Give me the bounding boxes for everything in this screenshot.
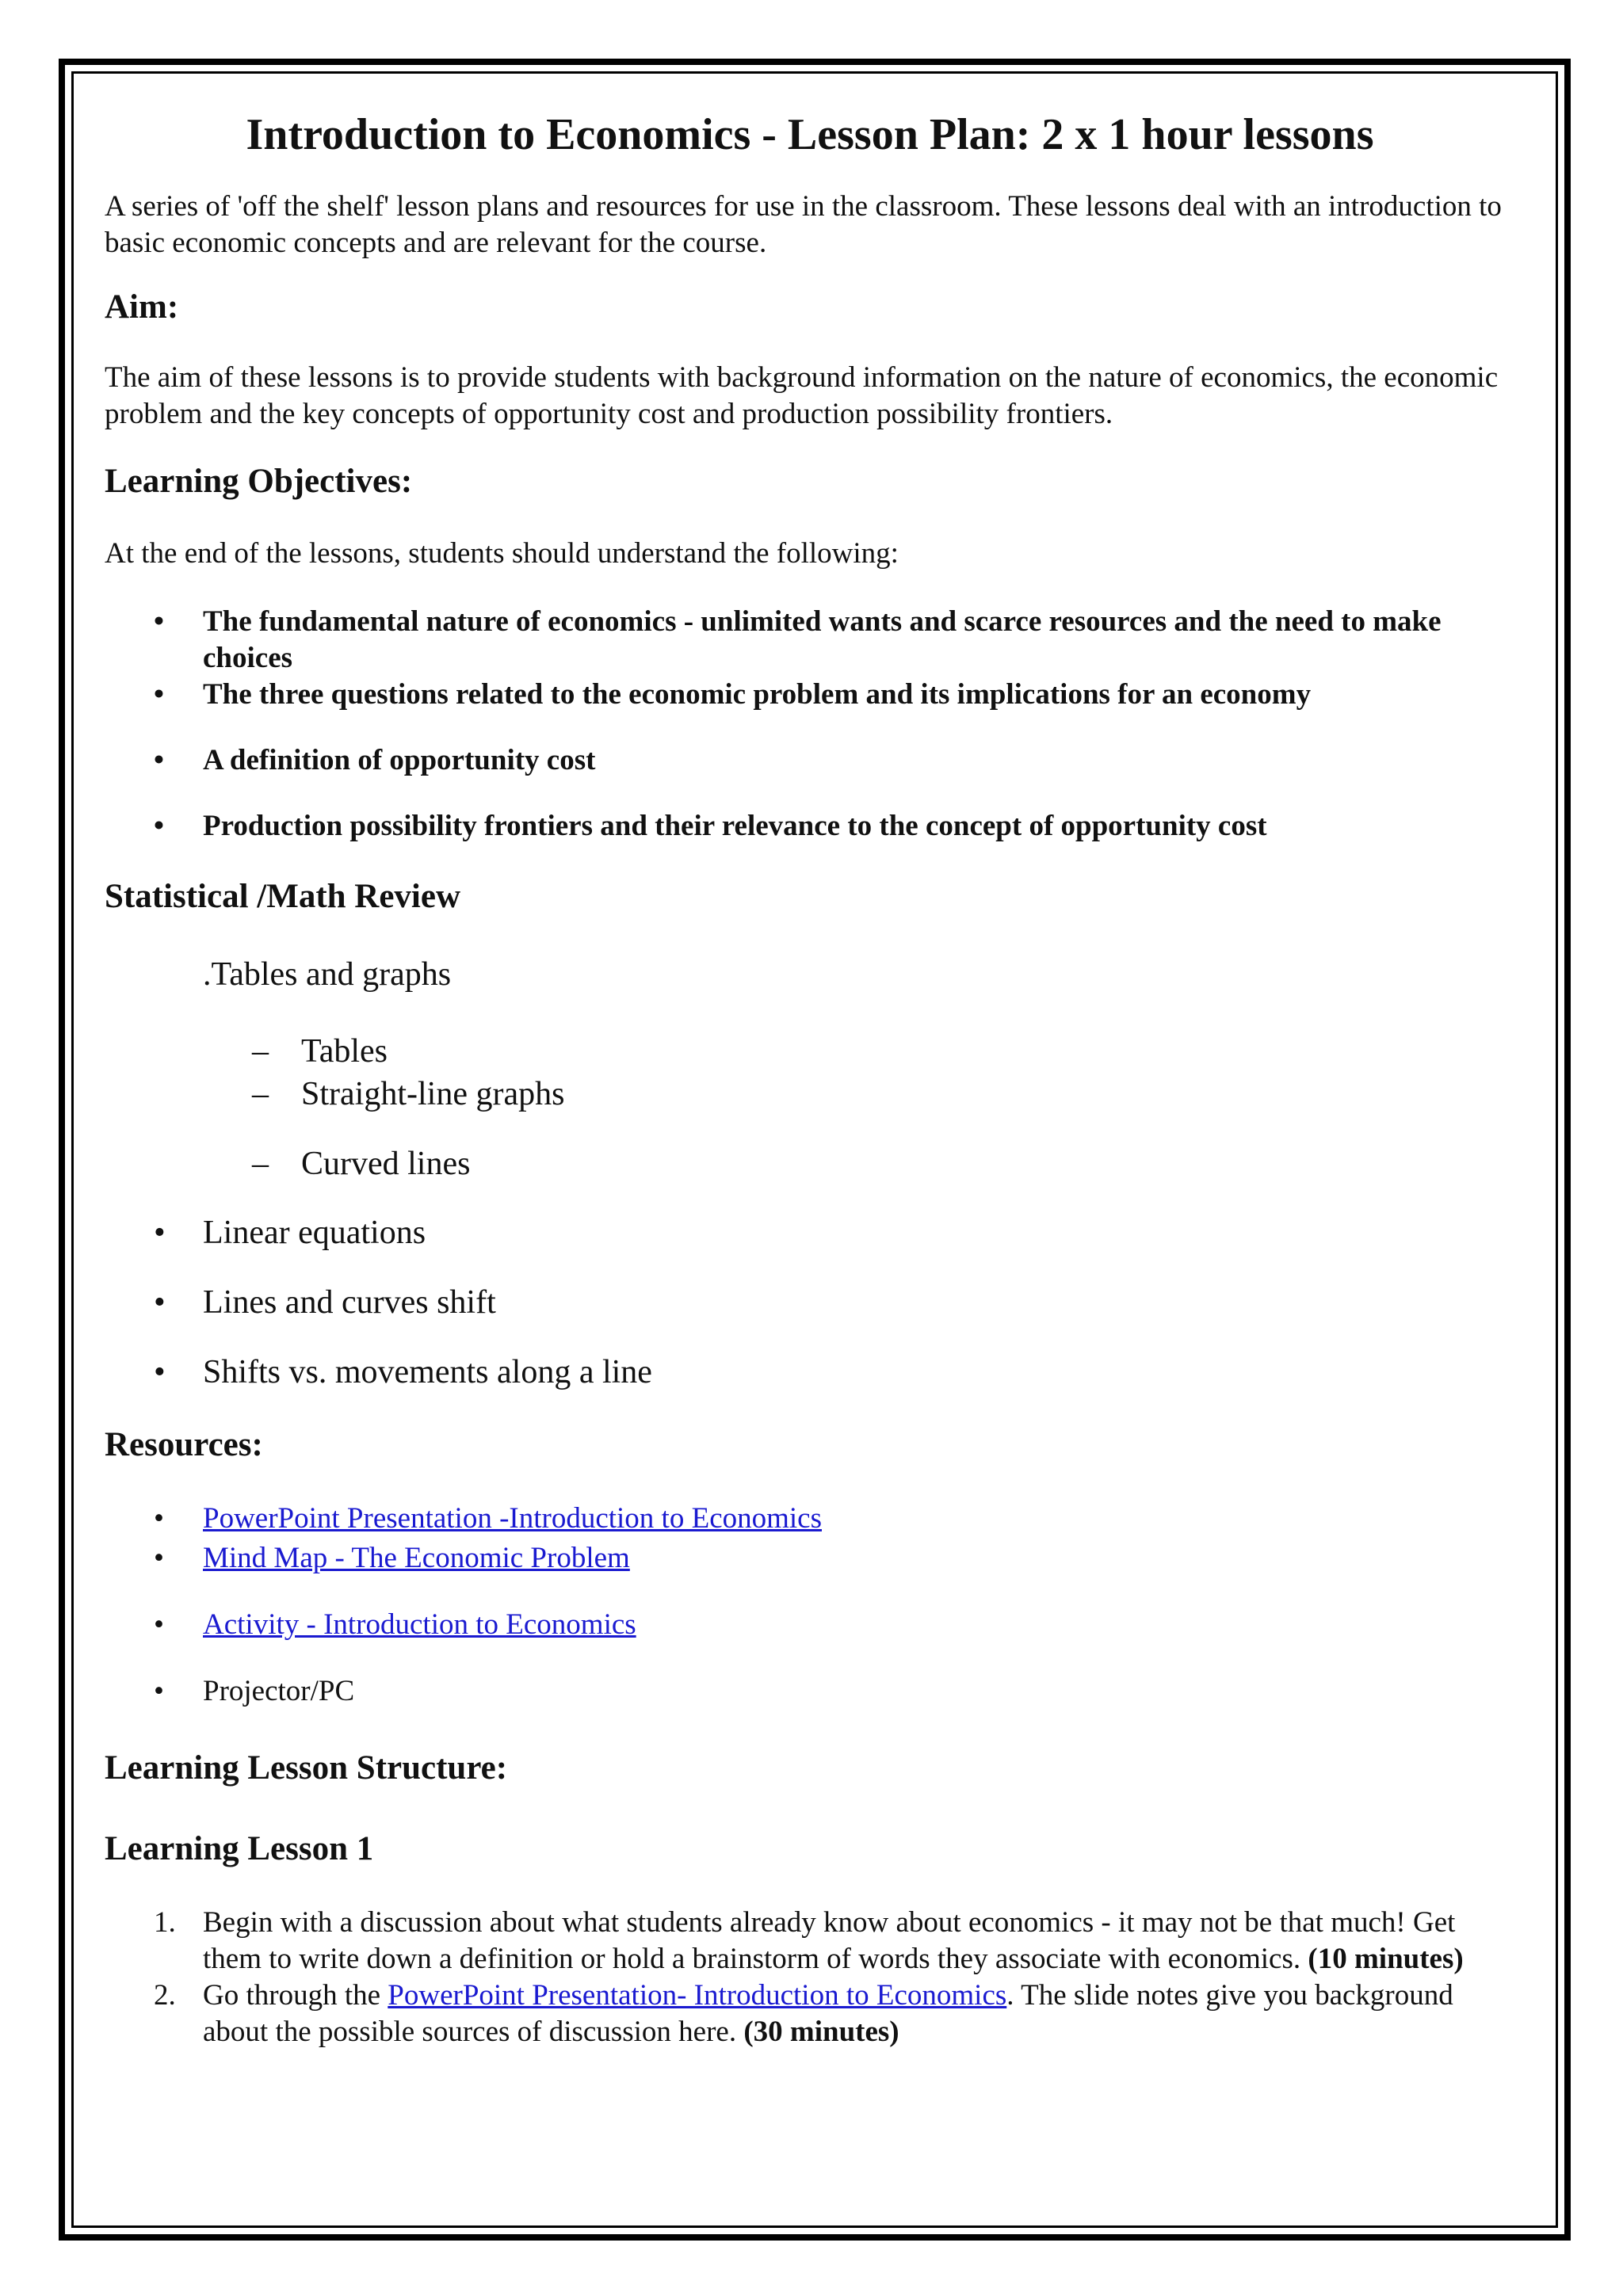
document-content [105,103,1515,2050]
bullet-icon: • [154,744,164,776]
aim-text: The aim of these lessons is to provide students with background information on the nature of economics, the economic problem and the key concepts of opportunity cost and production possibility frontiers. [105,361,1499,430]
step-1-time: (10 minutes) [1308,1943,1464,1975]
bullet-icon: • [154,1675,164,1707]
math-review-list [105,1212,1515,1393]
list-item [105,1073,1515,1116]
math-item-text: Lines and curves shift [203,1284,496,1321]
objective-text: A definition of opportunity cost [203,744,596,776]
step-2-time: (30 minutes) [743,2016,899,2048]
objectives-lead: At the end of the lessons, students should understand the following: [105,537,899,570]
lesson-1-heading: Learning Lesson 1 [105,1830,374,1867]
dash-item-text: Straight-line graphs [301,1076,565,1112]
list-item [105,1030,1515,1073]
dash-icon: – [252,1076,269,1112]
bullet-icon: • [154,1502,164,1535]
dash-icon: – [252,1146,269,1182]
lesson-structure-heading: Learning Lesson Structure: [105,1749,508,1787]
list-item [105,742,1515,779]
objectives-list [105,604,1515,845]
resources-list [105,1499,1515,1711]
list-item [105,1142,1515,1185]
bullet-icon: • [154,1215,166,1251]
objective-text: The three questions related to the economic problem and its implications for an economy [203,678,1312,711]
step-number: 2. [154,1979,176,2012]
list-item [105,1978,1515,2050]
resources-heading: Resources: [105,1426,263,1463]
bullet-icon: • [154,605,164,638]
intro-paragraph: A series of 'off the shelf' lesson plans and resources for use in the classroom. These lessons deal with an introduction to basic economic concepts and are relevant for the course. [105,190,1502,259]
objectives-heading: Learning Objectives: [105,463,413,500]
document-title: Introduction to Economics - Lesson Plan: 2 x 1 hour lessons [246,110,1374,159]
math-review-subheading: .Tables and graphs [203,956,452,993]
list-item [105,1212,1515,1253]
list-item [105,1605,1515,1645]
list-item [105,1672,1515,1711]
mind-map-link[interactable]: Mind Map - The Economic Problem [203,1542,630,1574]
list-item [105,808,1515,845]
dash-item-text: Curved lines [301,1146,471,1182]
dash-icon: – [252,1033,269,1070]
math-review-dash-list [105,1030,1515,1185]
list-item [105,677,1515,713]
list-item [105,1282,1515,1323]
list-item [105,1352,1515,1393]
aim-heading: Aim: [105,288,179,326]
step-2-pre: Go through the [203,1979,381,2012]
list-item [105,604,1515,677]
step-number: 1. [154,1906,176,1939]
math-item-text: Linear equations [203,1215,426,1251]
bullet-icon: • [154,1354,166,1390]
dash-item-text: Tables [301,1033,388,1070]
bullet-icon: • [154,810,164,842]
lesson-1-steps [105,1905,1515,2050]
bullet-icon: • [154,678,164,711]
math-item-text: Shifts vs. movements along a line [203,1354,652,1390]
list-item [105,1499,1515,1539]
math-review-heading: Statistical /Math Review [105,878,461,915]
resource-text: Projector/PC [203,1675,355,1707]
powerpoint-link[interactable]: PowerPoint Presentation -Introduction to Economics [203,1502,822,1535]
bullet-icon: • [154,1542,164,1574]
bullet-icon: • [154,1284,166,1321]
activity-link[interactable]: Activity - Introduction to Economics [203,1608,636,1641]
list-item [105,1905,1515,1978]
bullet-icon: • [154,1608,164,1641]
objective-text: Production possibility frontiers and their relevance to the concept of opportunity cost [203,810,1267,842]
objective-text: The fundamental nature of economics - unlimited wants and scarce resources and the need to make choices [203,605,1442,674]
step-2-post: . The slide notes give you background about the possible sources of discussion here. [203,1979,1453,2048]
powerpoint-link-inline[interactable]: PowerPoint Presentation- Introduction to Economics [388,1979,1007,2012]
step-1-text: Begin with a discussion about what students already know about economics - it may not be that much! Get them to write down a definition or hold a brainstorm of words they associate with economics. [203,1906,1456,1975]
list-item [105,1539,1515,1578]
